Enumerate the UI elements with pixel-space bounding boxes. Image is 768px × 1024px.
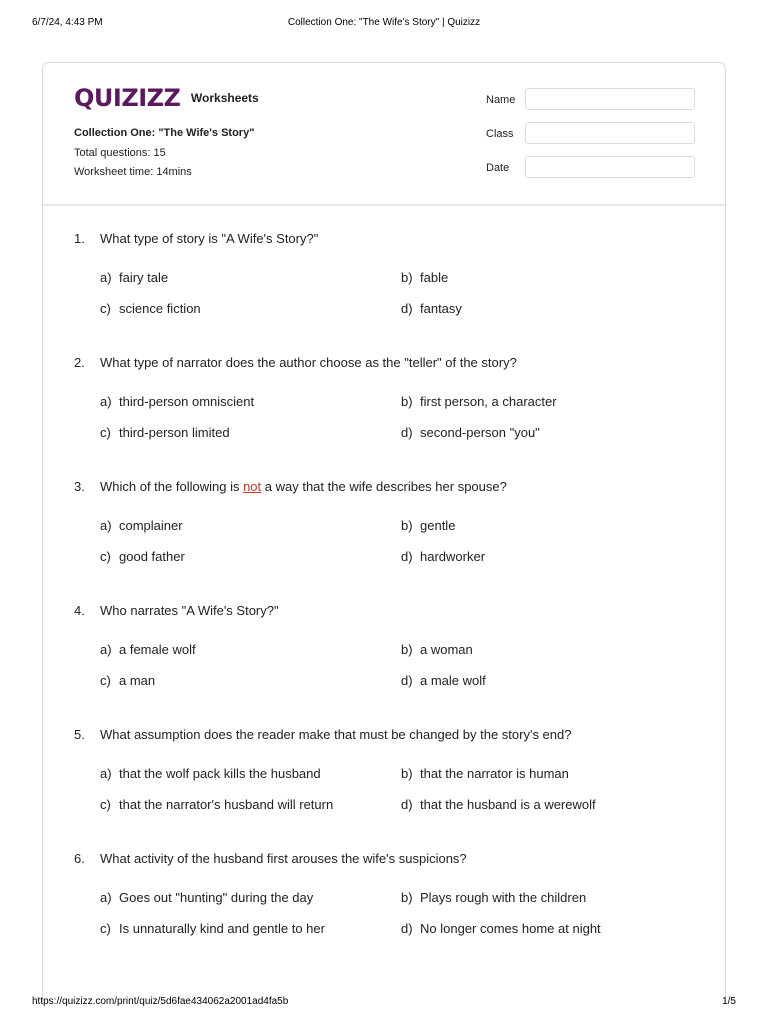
option-c — [100, 549, 185, 564]
question-prompt: What assumption does the reader make that must be changed by the story's end? — [100, 727, 572, 742]
option-letter: a) — [100, 642, 112, 657]
option-letter: d) — [401, 425, 413, 440]
option-letter: b) — [401, 642, 413, 657]
option-letter: d) — [401, 797, 413, 812]
option-d — [401, 301, 462, 316]
option-d — [401, 549, 485, 564]
question — [74, 603, 694, 623]
question — [74, 231, 694, 251]
name-label: Name — [486, 94, 516, 106]
option-letter: b) — [401, 766, 413, 781]
question-text — [74, 479, 694, 499]
option-text: fantasy — [420, 301, 462, 316]
option-letter: d) — [401, 301, 413, 316]
question-number: 4. — [74, 603, 85, 618]
print-page-title: Collection One: "The Wife's Story" | Quizizz — [287, 17, 481, 28]
option-letter: c) — [100, 425, 111, 440]
option-text: Plays rough with the children — [420, 890, 587, 905]
question-number: 2. — [74, 355, 85, 370]
total-questions: Total questions: 15 — [74, 147, 166, 159]
option-c — [100, 425, 230, 440]
option-letter: a) — [100, 518, 112, 533]
question-text — [74, 355, 694, 375]
option-letter: d) — [401, 921, 413, 936]
option-letter: b) — [401, 270, 413, 285]
question-prompt: What type of narrator does the author choose as the "teller" of the story? — [100, 355, 517, 370]
option-letter: a) — [100, 270, 112, 285]
option-letter: c) — [100, 797, 111, 812]
collection-title: Collection One: "The Wife's Story" — [74, 127, 255, 139]
question-number: 3. — [74, 479, 85, 494]
option-letter: a) — [100, 890, 112, 905]
option-text: that the narrator's husband will return — [119, 797, 334, 812]
option-text: that the narrator is human — [420, 766, 569, 781]
question-text — [74, 727, 694, 747]
option-text: a male wolf — [420, 673, 486, 688]
question-prompt — [100, 479, 507, 494]
question-text — [74, 603, 694, 623]
option-b — [401, 270, 448, 285]
option-letter: b) — [401, 890, 413, 905]
question-number: 1. — [74, 231, 85, 246]
option-letter: d) — [401, 673, 413, 688]
option-a — [100, 394, 254, 409]
option-d — [401, 797, 596, 812]
option-text: a woman — [420, 642, 473, 657]
date-label: Date — [486, 162, 510, 174]
option-text: that the husband is a werewolf — [420, 797, 596, 812]
option-letter: c) — [100, 921, 111, 936]
option-c — [100, 797, 333, 812]
class-field[interactable] — [525, 122, 695, 144]
question-text — [74, 231, 694, 251]
option-text: first person, a character — [420, 394, 557, 409]
option-text: Goes out "hunting" during the day — [119, 890, 314, 905]
option-b — [401, 766, 569, 781]
option-text: second-person "you" — [420, 425, 540, 440]
question — [74, 727, 694, 747]
option-a — [100, 890, 313, 905]
worksheet-time: Worksheet time: 14mins — [74, 166, 192, 178]
print-footer — [32, 996, 736, 1010]
option-text: hardworker — [420, 549, 486, 564]
question-text — [74, 851, 694, 871]
print-header — [32, 17, 736, 31]
emphasis-word: not — [243, 479, 262, 494]
option-letter: b) — [401, 394, 413, 409]
option-letter: c) — [100, 673, 111, 688]
option-text: fairy tale — [119, 270, 169, 285]
print-url: https://quizizz.com/print/quiz/5d6fae434062a2001ad4fa5b — [32, 996, 289, 1007]
question-prompt: What activity of the husband first arouses the wife's suspicions? — [100, 851, 467, 866]
option-d — [401, 425, 540, 440]
question-prompt: Who narrates "A Wife's Story?" — [100, 603, 279, 618]
option-letter: c) — [100, 549, 111, 564]
option-letter: a) — [100, 766, 112, 781]
option-a — [100, 642, 196, 657]
quizizz-logo: QUIZIZZ — [74, 84, 181, 112]
question-number: 6. — [74, 851, 85, 866]
question-number: 5. — [74, 727, 85, 742]
option-text: that the wolf pack kills the husband — [119, 766, 321, 781]
print-datetime: 6/7/24, 4:43 PM — [32, 17, 103, 28]
option-c — [100, 921, 325, 936]
option-text: third-person limited — [119, 425, 230, 440]
worksheet — [42, 62, 726, 1002]
option-c — [100, 673, 155, 688]
question — [74, 479, 694, 499]
class-label: Class — [486, 128, 514, 140]
option-text: third-person omniscient — [119, 394, 255, 409]
option-letter: b) — [401, 518, 413, 533]
option-letter: c) — [100, 301, 111, 316]
question — [74, 851, 694, 871]
prompt-part: a way that the wife describes her spouse? — [261, 479, 507, 494]
question — [74, 355, 694, 375]
option-a — [100, 270, 168, 285]
option-d — [401, 921, 601, 936]
prompt-part: Which of the following is — [100, 479, 244, 494]
option-b — [401, 518, 455, 533]
option-text: a man — [119, 673, 156, 688]
option-b — [401, 642, 473, 657]
option-a — [100, 766, 321, 781]
option-text: gentle — [420, 518, 456, 533]
option-text: science fiction — [119, 301, 201, 316]
option-c — [100, 301, 201, 316]
option-text: good father — [119, 549, 185, 564]
option-letter: a) — [100, 394, 112, 409]
option-d — [401, 673, 486, 688]
name-field[interactable] — [525, 88, 695, 110]
worksheet-header — [43, 63, 725, 206]
option-text: a female wolf — [119, 642, 196, 657]
option-b — [401, 394, 557, 409]
brand — [74, 85, 259, 113]
option-letter: d) — [401, 549, 413, 564]
option-a — [100, 518, 183, 533]
option-b — [401, 890, 586, 905]
option-text: complainer — [119, 518, 183, 533]
option-text: fable — [420, 270, 449, 285]
option-text: Is unnaturally kind and gentle to her — [119, 921, 325, 936]
date-field[interactable] — [525, 156, 695, 178]
logo-subtitle: Worksheets — [190, 91, 259, 105]
question-prompt: What type of story is "A Wife's Story?" — [100, 231, 319, 246]
option-text: No longer comes home at night — [420, 921, 601, 936]
page-number: 1/5 — [722, 996, 736, 1007]
